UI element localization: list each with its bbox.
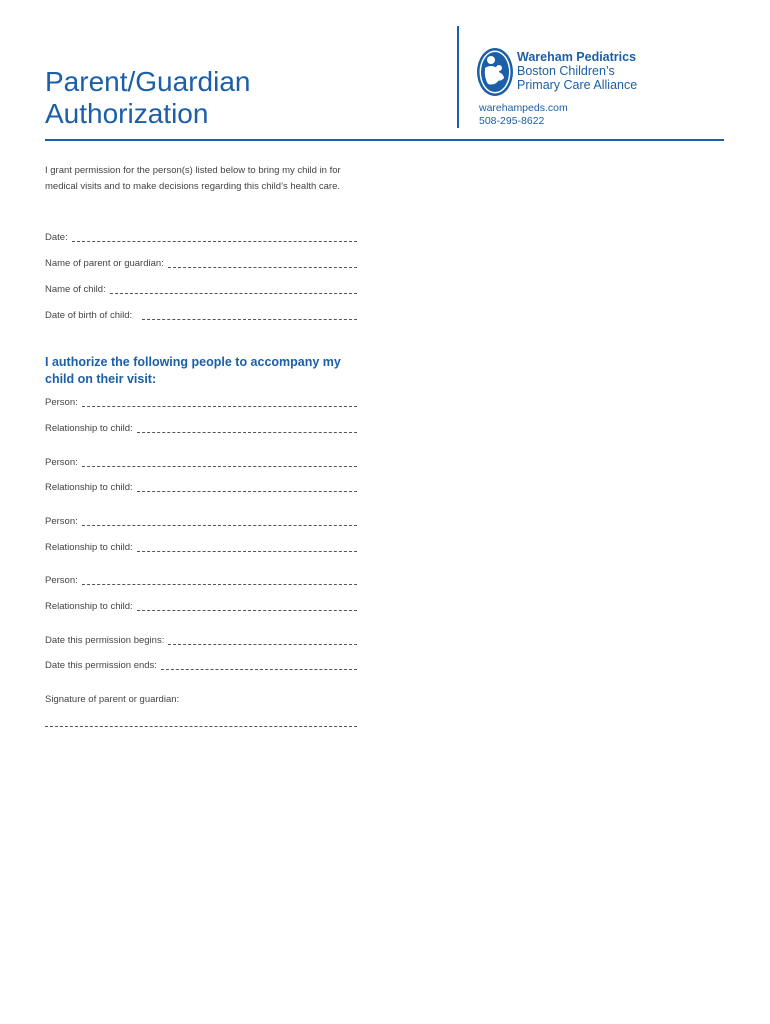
relationship-3-field[interactable] [45,539,357,553]
child-name-input-line[interactable] [110,283,357,294]
brand-line-3: Primary Care Alliance [517,78,638,92]
person-2-label: Person: [45,457,78,468]
contact-info [479,102,568,128]
child-dob-field[interactable] [45,307,357,321]
relationship-2-label: Relationship to child: [45,482,133,493]
person-1-field[interactable] [45,394,357,408]
person-4-field[interactable] [45,572,357,586]
child-name-label: Name of child: [45,284,106,295]
date-field[interactable] [45,229,357,243]
title-line-1: Parent/Guardian [45,66,251,97]
relationship-3-input-line[interactable] [137,541,357,552]
relationship-4-input-line[interactable] [137,600,357,611]
header-rule [45,139,724,141]
person-2-field[interactable] [45,454,357,468]
person-3-input-line[interactable] [82,515,357,526]
child-dob-label: Date of birth of child: [45,310,133,321]
person-3-label: Person: [45,516,78,527]
child-name-field[interactable] [45,281,357,295]
parent-name-label: Name of parent or guardian: [45,258,164,269]
phone-number: 508-295-8622 [479,115,545,127]
permission-begins-label: Date this permission begins: [45,635,165,646]
person-2-input-line[interactable] [82,456,357,467]
signature-label-row [45,691,357,705]
brand-name [517,50,637,92]
brand-line-2: Boston Children’s [517,64,615,78]
relationship-4-label: Relationship to child: [45,601,133,612]
permission-ends-field[interactable] [45,657,357,671]
relationship-3-label: Relationship to child: [45,542,133,553]
child-dob-input-line[interactable] [142,309,357,320]
relationship-2-field[interactable] [45,479,357,493]
person-1-input-line[interactable] [82,396,357,407]
permission-ends-input-line[interactable] [161,659,357,670]
relationship-2-input-line[interactable] [137,481,357,492]
date-input-line[interactable] [72,231,357,242]
permission-ends-label: Date this permission ends: [45,660,157,671]
brand-line-1: Wareham Pediatrics [517,50,637,64]
relationship-1-field[interactable] [45,420,357,434]
wareham-pediatrics-logo-icon [475,46,515,98]
relationship-1-label: Relationship to child: [45,423,133,434]
person-1-label: Person: [45,397,78,408]
person-4-label: Person: [45,575,78,586]
page-title [45,66,250,130]
title-line-2: Authorization [45,98,209,129]
website-link[interactable]: warehampeds.com [479,102,568,114]
signature-input-line[interactable] [45,720,357,727]
header-divider [457,26,459,128]
parent-name-field[interactable] [45,255,357,269]
section-heading: I authorize the following people to accompany my child on their visit: [45,355,341,386]
relationship-4-field[interactable] [45,598,357,612]
signature-label: Signature of parent or guardian: [45,694,180,705]
relationship-1-input-line[interactable] [137,422,357,433]
parent-name-input-line[interactable] [168,257,357,268]
intro-paragraph: I grant permission for the person(s) listed below to bring my child in for medical visits and to make decisions regarding this child’s health care. [45,165,341,192]
permission-begins-field[interactable] [45,632,357,646]
date-label: Date: [45,232,68,243]
permission-begins-input-line[interactable] [168,634,357,645]
person-4-input-line[interactable] [82,574,357,585]
person-3-field[interactable] [45,513,357,527]
